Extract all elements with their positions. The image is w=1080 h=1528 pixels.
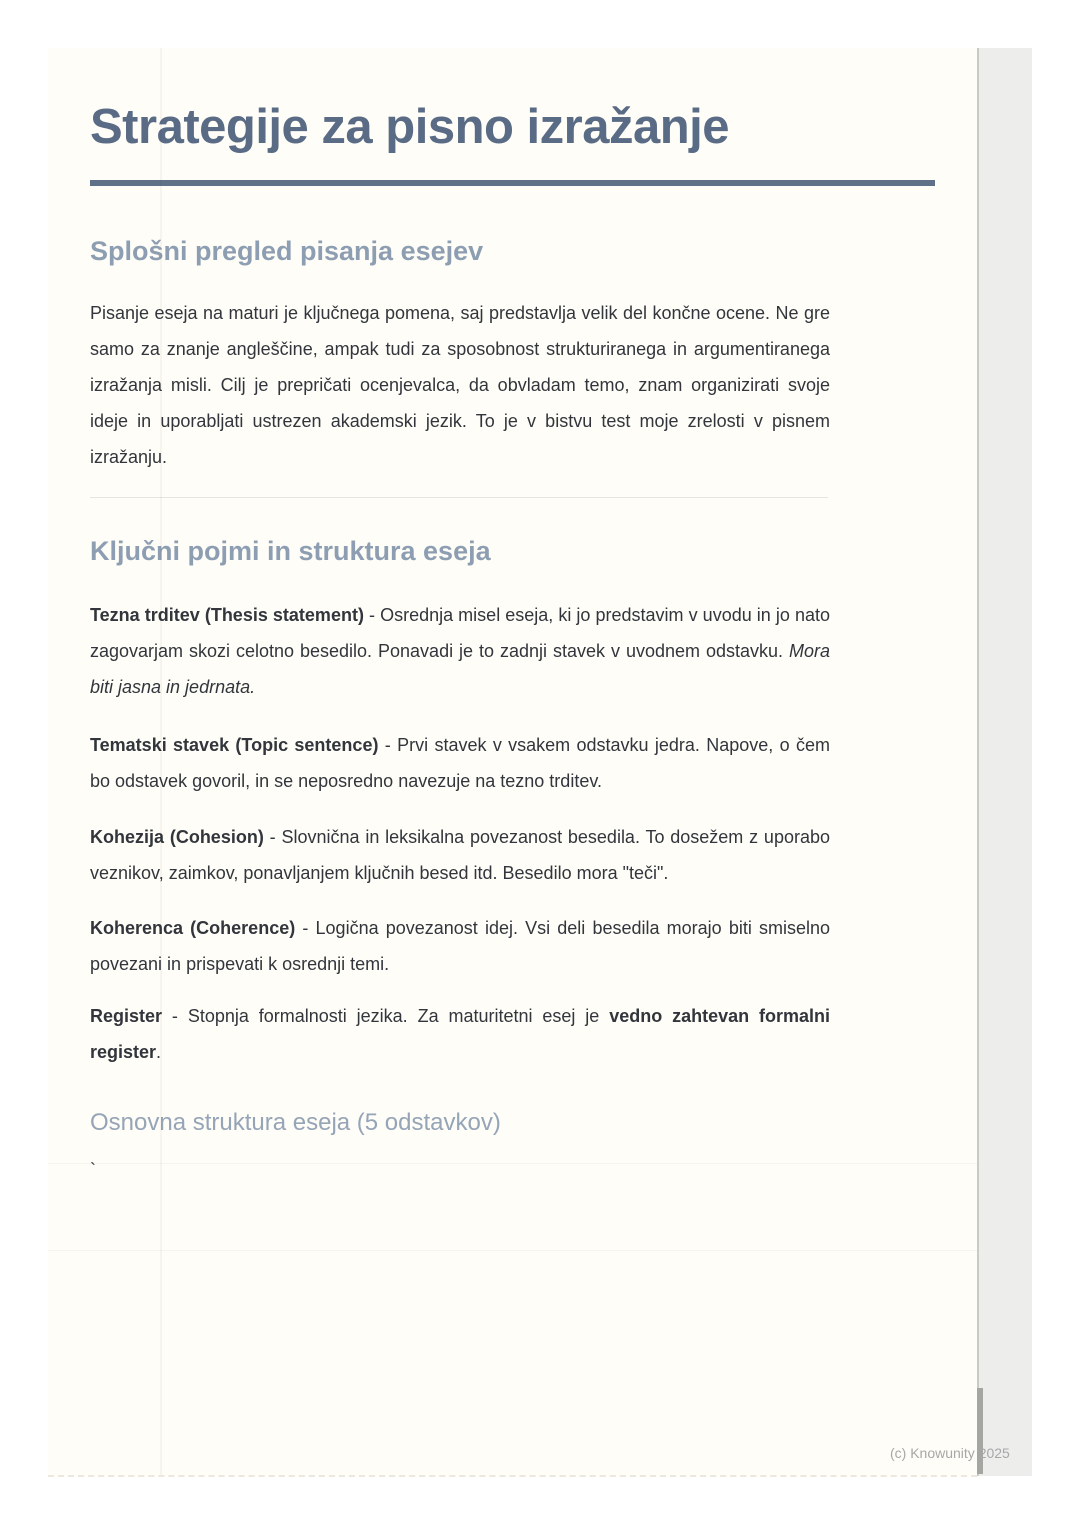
scrollbar-thumb[interactable] [977, 1388, 983, 1474]
term-lead: Kohezija (Cohesion) [90, 827, 264, 847]
document-page [48, 48, 977, 1477]
section-heading-key-concepts: Ključni pojmi in struktura eseja [90, 536, 491, 566]
term-body: Slovnična in leksikalna povezanost besedila. To dosežem z uporabo veznikov, zaimkov, ponavljanjem ključnih besed itd. Besedilo mora "teči". [90, 827, 830, 883]
term-lead: Register [90, 1006, 163, 1026]
term-lead: Koherenca (Coherence) [90, 918, 296, 938]
page-seam-line [48, 1163, 977, 1164]
term-separator: - [363, 605, 381, 625]
term-italic-note: Mora biti jasna in jedrnata. [90, 641, 830, 697]
term-paragraph-coherence [90, 910, 830, 982]
term-separator: - [295, 918, 316, 938]
overview-paragraph: Pisanje eseja na maturi je ključnega pomena, saj predstavlja velik del končne ocene. Ne gre samo za znanje angleščine, ampak tudi za sposobnost strukturiranega in argumentiranega izražanja misli. Cilj je prepričati ocenjevalca, da obvladam temo, znam organizirati svoje ideje in uporabljati ustrezen akademski jezik. To je v bistvu test moje zrelosti v pisnem izražanju. [90, 303, 830, 467]
subsection-heading-structure: Osnovna struktura eseja (5 odstavkov) [90, 1109, 501, 1136]
term-body: Logična povezanost idej. Vsi deli besedila morajo biti smiselno povezani in prispevati k osrednji temi. [90, 918, 831, 974]
term-period: . [156, 1042, 162, 1062]
term-body: Stopnja formalnosti jezika. Za maturitetni esej je [187, 1006, 610, 1026]
term-lead: Tezna trditev (Thesis statement) [90, 605, 364, 625]
section-heading-overview: Splošni pregled pisanja esejev [90, 236, 484, 266]
term-separator: - [263, 827, 282, 847]
copyright-footer: (c) Knowunity 2025 [890, 1445, 1010, 1461]
term-paragraph-thesis [90, 597, 830, 705]
term-lead: Tematski stavek (Topic sentence) [90, 735, 379, 755]
page-title: Strategije za pisno izražanje [90, 100, 730, 154]
title-rule [90, 180, 935, 186]
page-seam-line [48, 1250, 977, 1251]
term-paragraph-topic-sentence [90, 727, 830, 799]
stray-backtick-character: ` [90, 1160, 96, 1180]
scrollbar-track[interactable] [977, 48, 1032, 1476]
term-body: Prvi stavek v vsakem odstavku jedra. Napove, o čem bo odstavek govoril, in se neposredno navezuje na tezno trditev. [90, 735, 830, 791]
term-bold-tail: vedno zahtevan formalni register [90, 1006, 831, 1062]
term-paragraph-cohesion [90, 819, 830, 891]
term-separator: - [162, 1006, 188, 1026]
term-body: Osrednja misel eseja, ki jo predstavim v uvodu in jo nato zagovarjam skozi celotno besedilo. Ponavadi je to zadnji stavek v uvodnem odstavku. [90, 605, 830, 661]
section-divider [90, 497, 828, 498]
term-separator: - [378, 735, 398, 755]
notebook-margin-line [160, 48, 162, 1475]
term-paragraph-register [90, 998, 830, 1070]
